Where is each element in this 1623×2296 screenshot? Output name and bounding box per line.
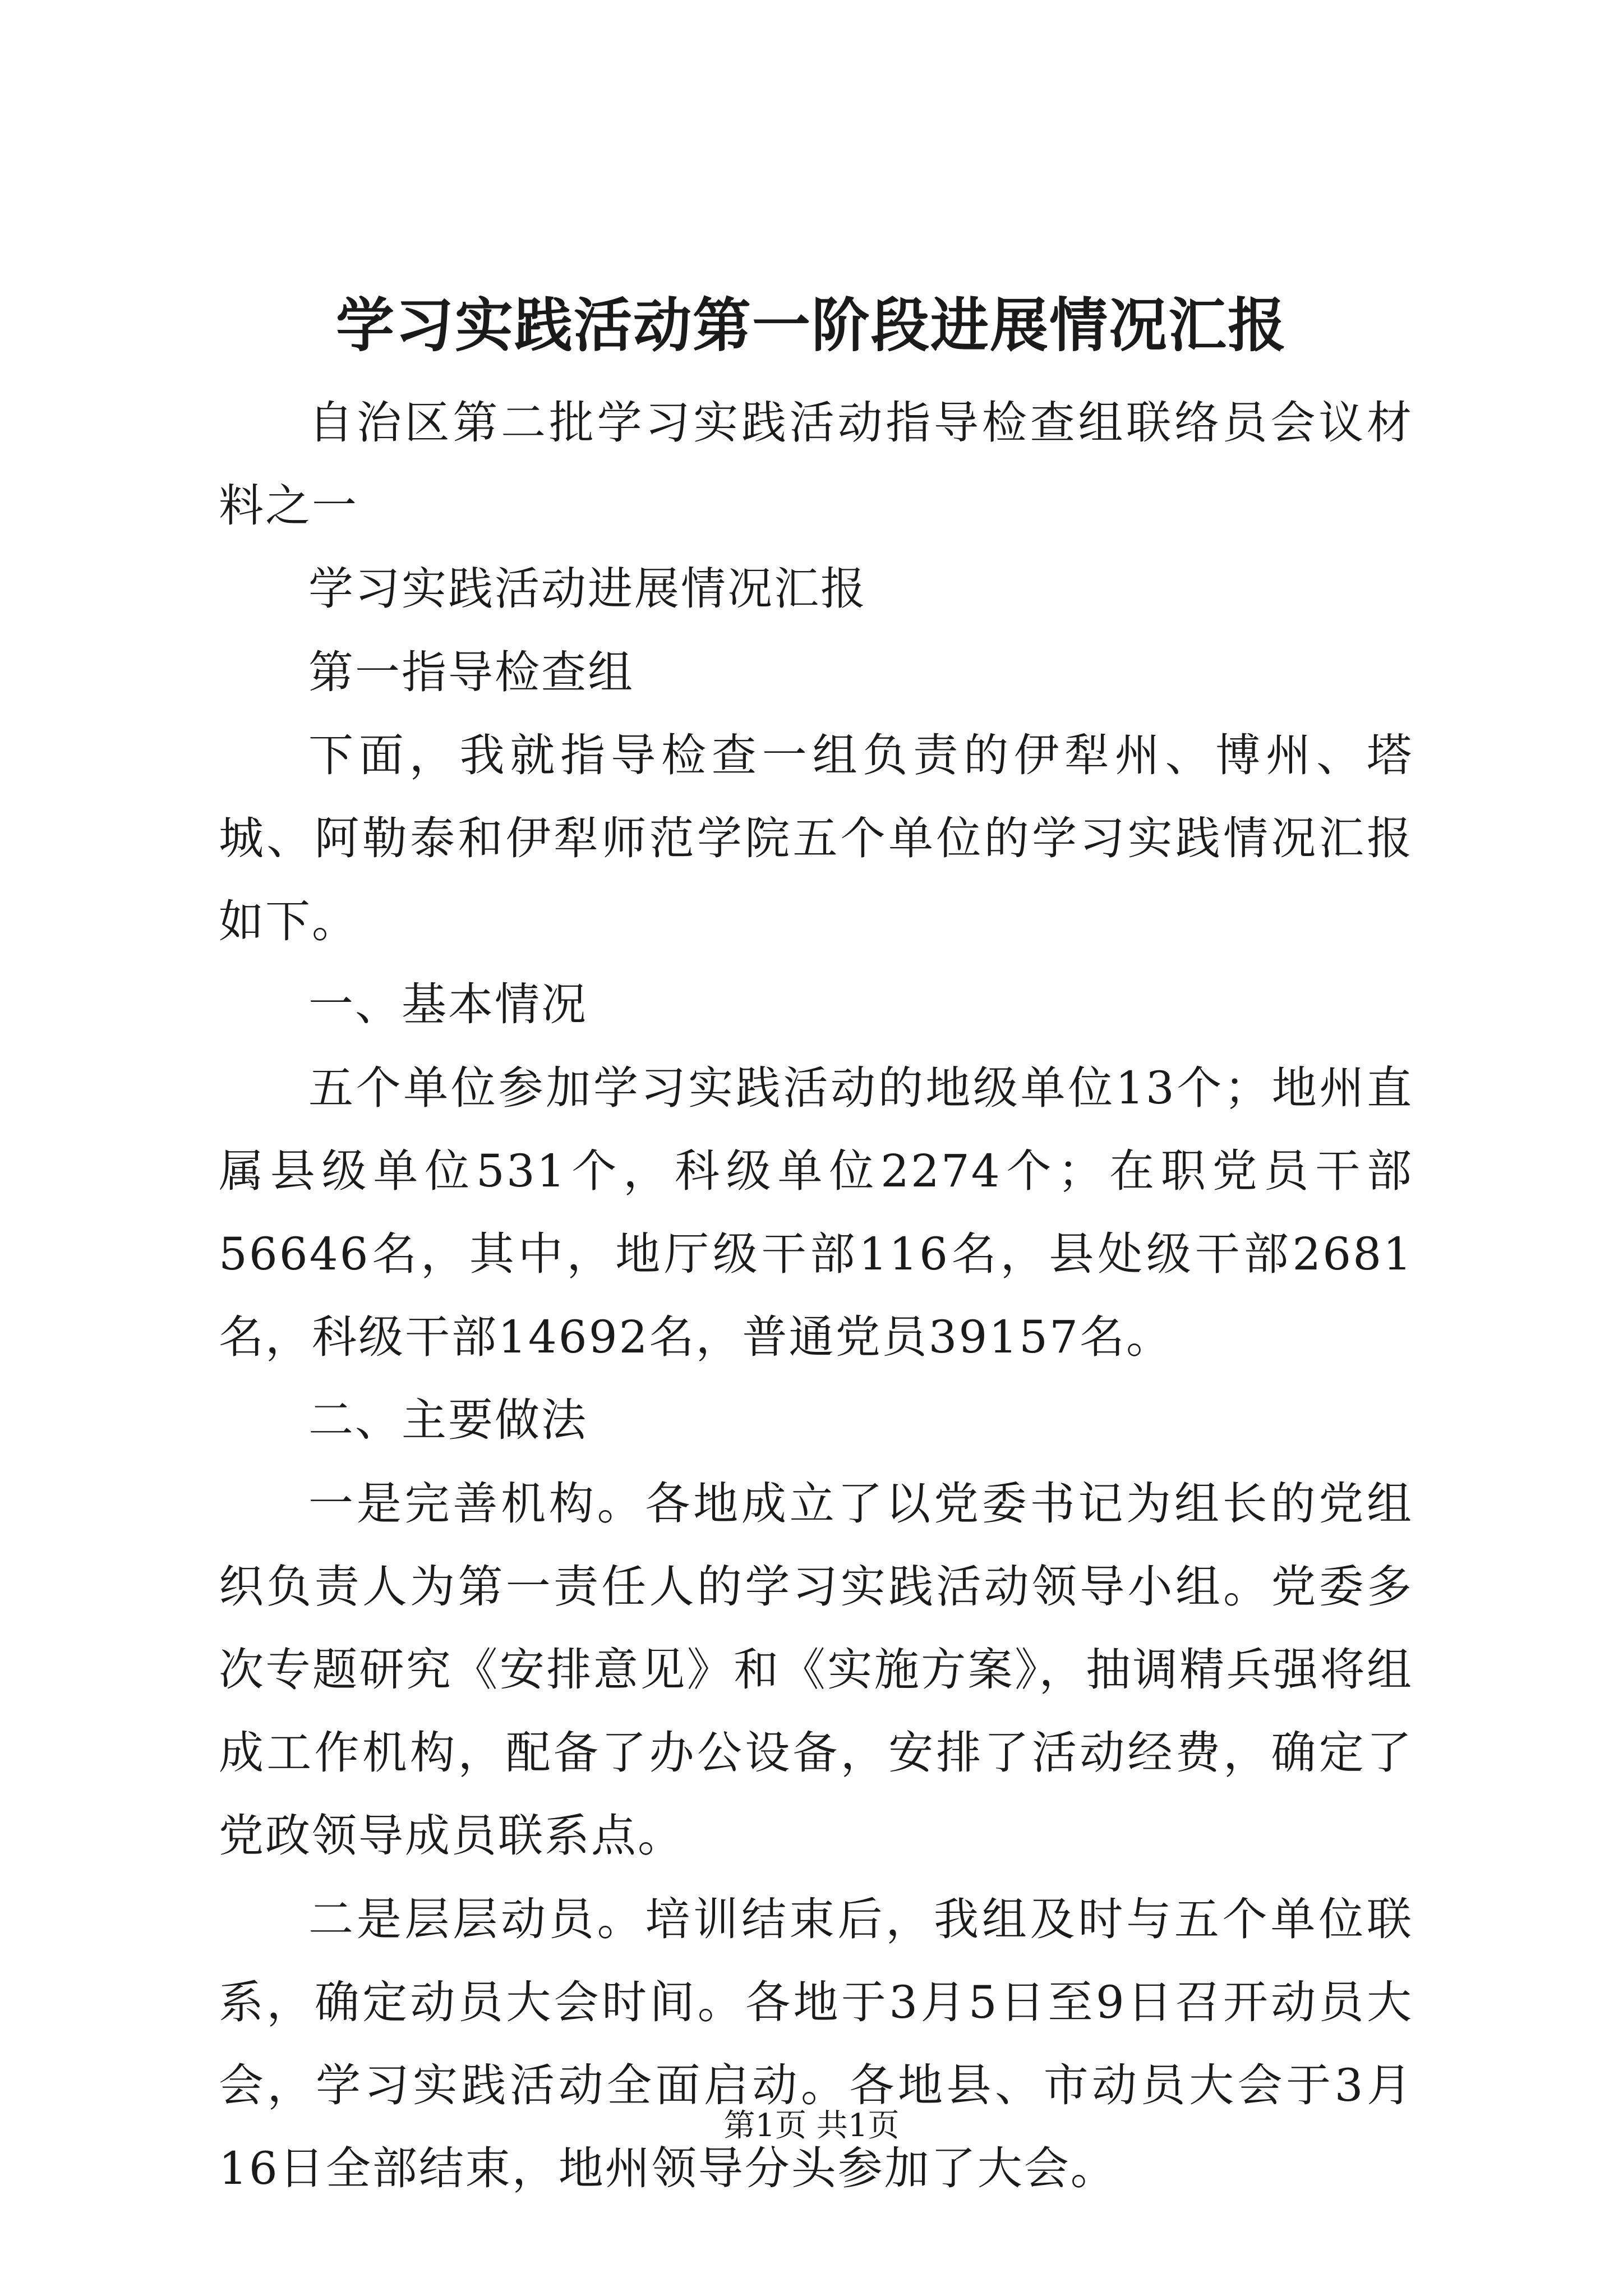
paragraph-report-heading: 学习实践活动进展情况汇报	[308, 563, 867, 615]
paragraph-group-name: 第一指导检查组	[308, 646, 634, 698]
paragraph-subtitle: 自治区第二批学习实践活动指导检查组联络员会议材料之一	[219, 397, 1413, 532]
paragraph-practice-one: 一是完善机构。各地成立了以党委书记为组长的党组织负责人为第一责任人的学习实践活动领导小组。党委多次专题研究《安排意见》和《实施方案》，抽调精兵强将组成工作机构，配备了办公设备，安排了活动经费，确定了党政领导成员联系点。	[219, 1477, 1413, 1862]
document-body	[219, 381, 1413, 2210]
paragraph-statistics: 五个单位参加学习实践活动的地级单位13个；地州直属县级单位531个，科级单位2274个；在职党员干部56646名，其中，地厅级干部116名，县处级干部2681名，科级干部14692名，普通党员39157名。	[219, 1061, 1413, 1364]
document-title: 学习实践活动第一阶段进展情况汇报	[335, 291, 1287, 360]
section-heading-main-practices: 二、主要做法	[308, 1394, 588, 1447]
page-footer: 第1页 共1页	[723, 2108, 900, 2144]
section-heading-basic-situation: 一、基本情况	[308, 978, 588, 1031]
paragraph-practice-two: 二是层层动员。培训结束后，我组及时与五个单位联系，确定动员大会时间。各地于3月5日至9日召开动员大会，学习实践活动全面启动。各地县、市动员大会于3月16日全部结束，地州领导分头参加了大会。	[219, 1893, 1413, 2195]
paragraph-intro: 下面，我就指导检查一组负责的伊犁州、博州、塔城、阿勒泰和伊犁师范学院五个单位的学习实践情况汇报如下。	[219, 729, 1413, 948]
